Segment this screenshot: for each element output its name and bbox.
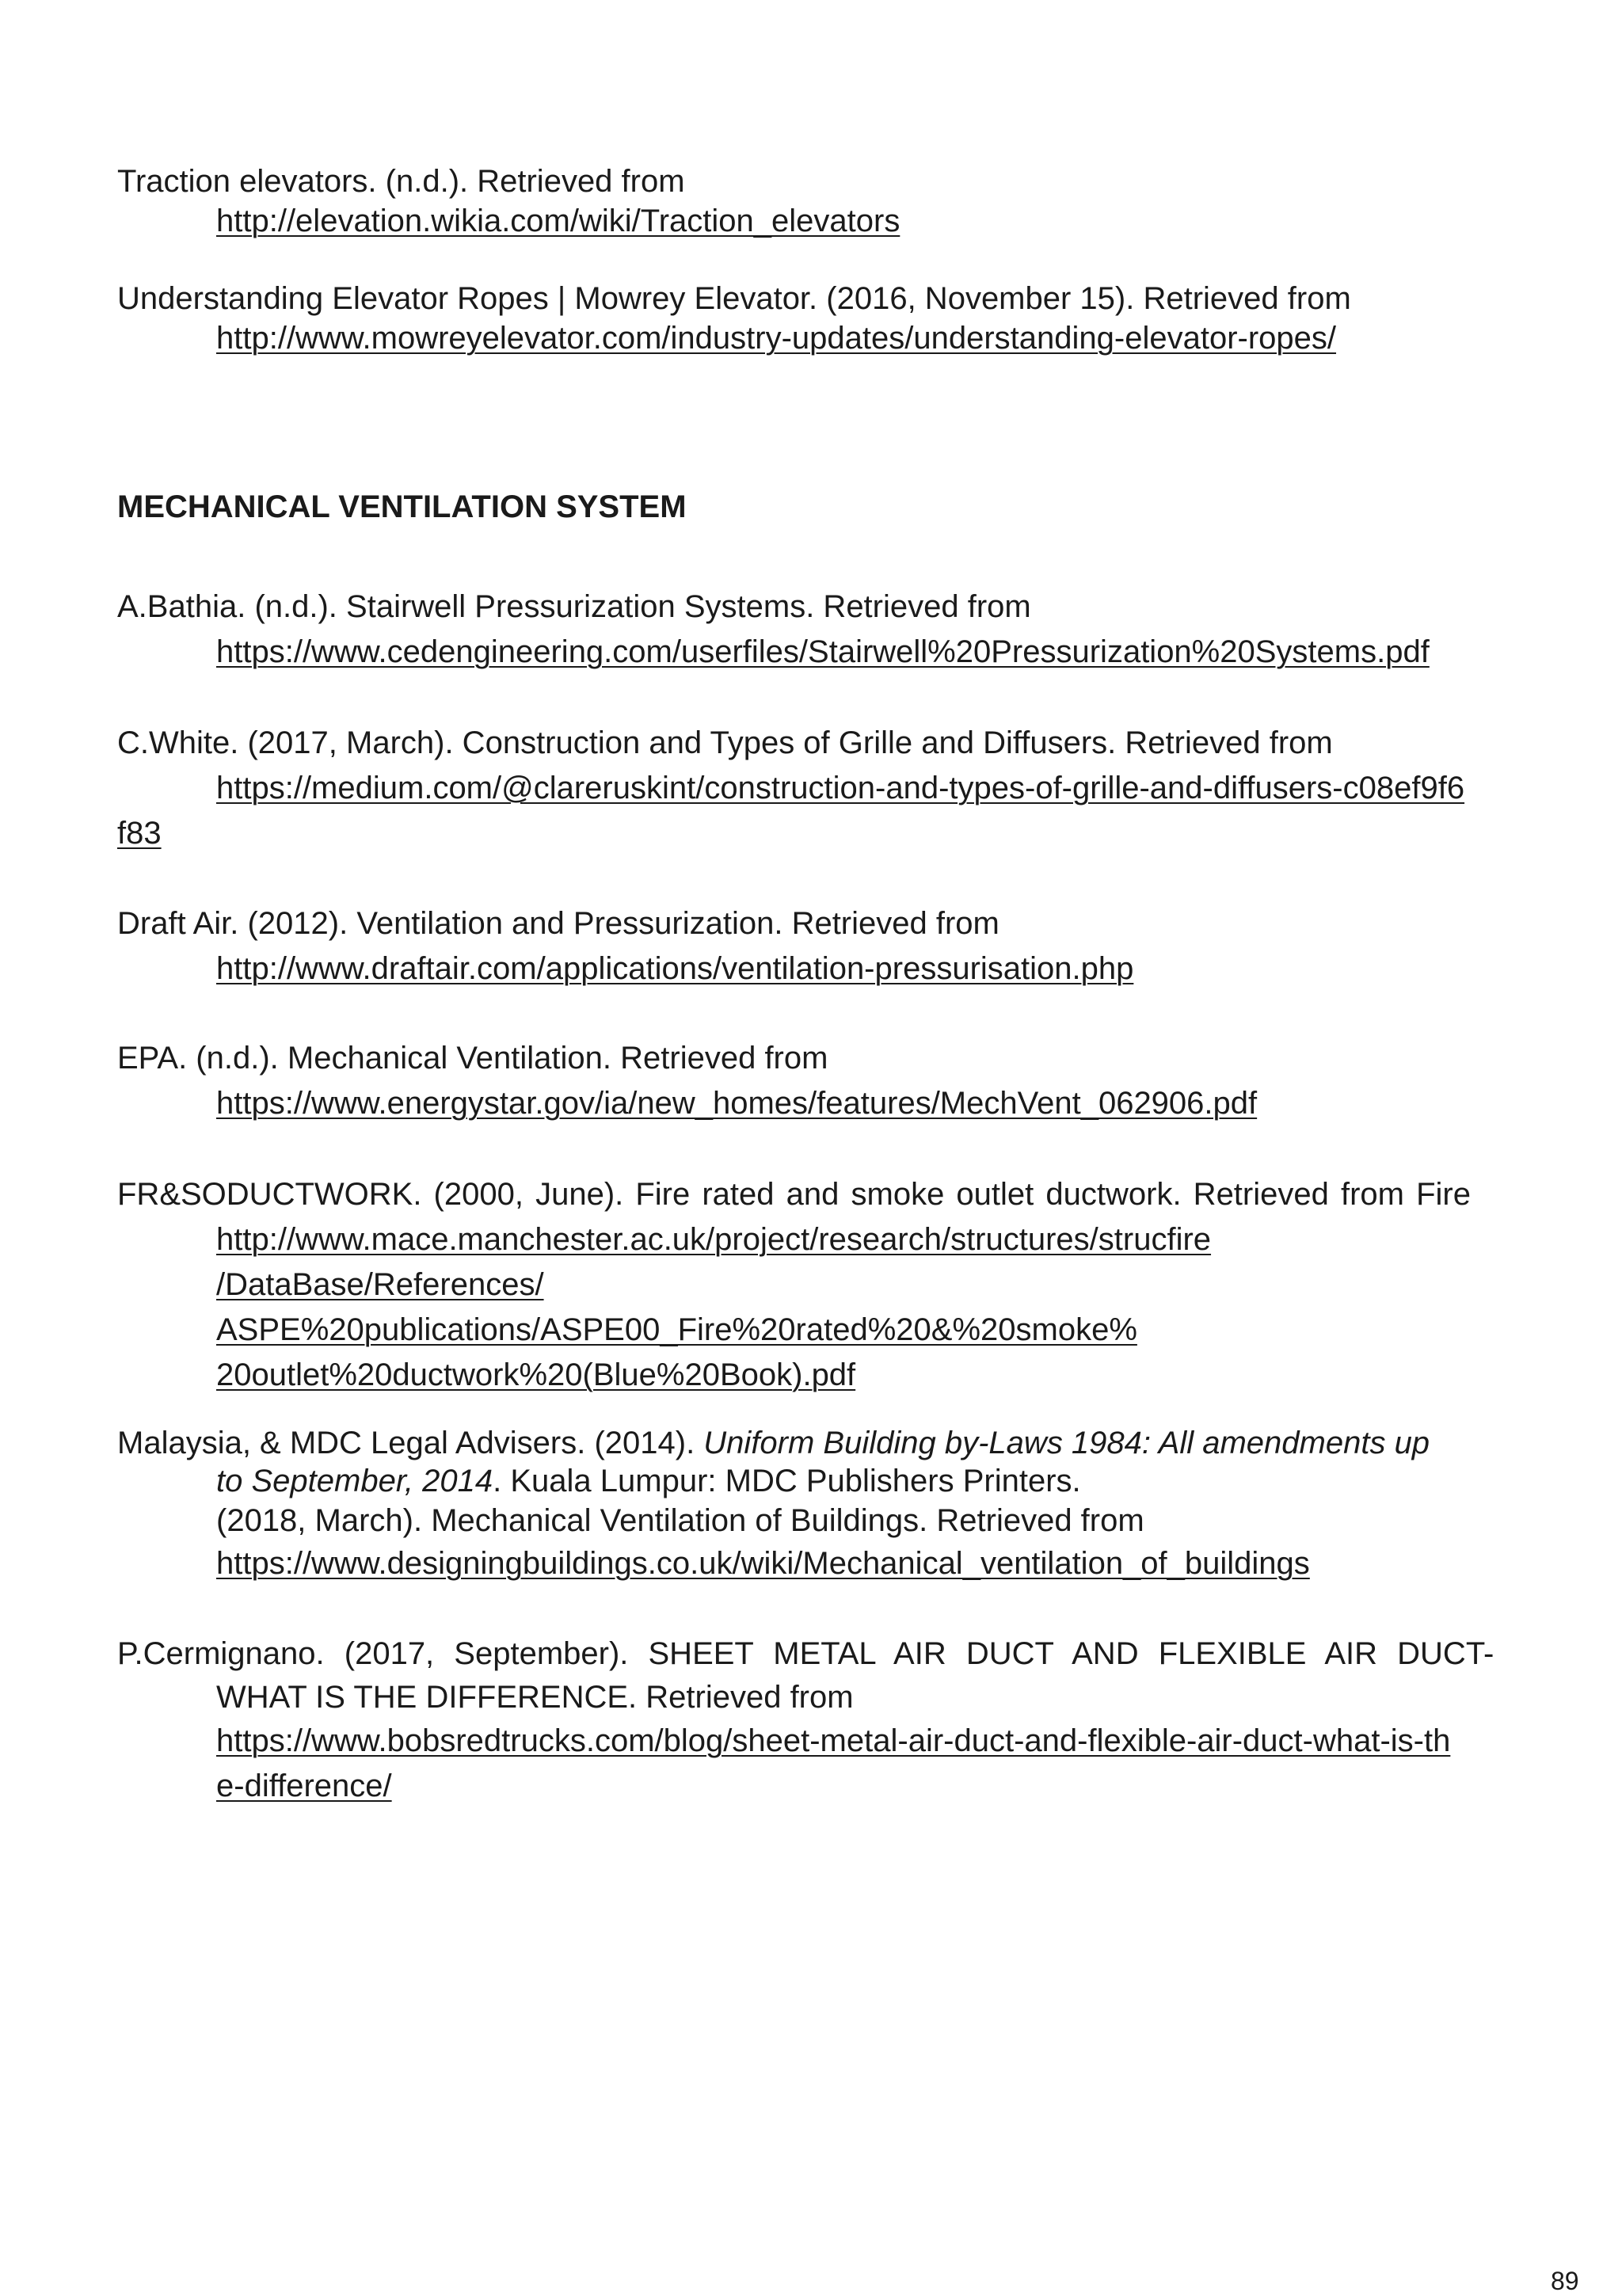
reference-link[interactable]: http://www.draftair.com/applications/ventilation-pressurisation.php	[216, 951, 1134, 986]
reference-citation: Traction elevators. (n.d.). Retrieved from	[117, 164, 685, 199]
reference-entry	[117, 162, 1519, 241]
reference-entry	[117, 1632, 1519, 1809]
reference-link[interactable]: http://elevation.wikia.com/wiki/Traction_elevators	[216, 204, 900, 238]
reference-entry	[117, 901, 1519, 992]
reference-citation: Understanding Elevator Ropes | Mowrey Elevator. (2016, November 15). Retrieved from	[117, 281, 1351, 316]
reference-title: Uniform Building by-Laws 1984: All amendments up	[703, 1426, 1430, 1460]
reference-entry	[117, 1036, 1519, 1126]
reference-entry	[117, 584, 1519, 675]
section-heading: MECHANICAL VENTILATION SYSTEM	[117, 489, 687, 524]
reference-link[interactable]: https://www.cedengineering.com/userfiles/Stairwell%20Pressurization%20Systems.pdf	[216, 634, 1430, 669]
reference-citation: C.White. (2017, March). Construction and Types of Grille and Diffusers. Retrieved from	[117, 725, 1333, 760]
reference-citation: Malaysia, & MDC Legal Advisers. (2014). Uniform Building by-Laws 1984: All amendments up	[117, 1426, 1430, 1460]
reference-link-continuation[interactable]: e-difference/	[216, 1769, 392, 1803]
reference-link[interactable]: http://www.mowreyelevator.com/industry-updates/understanding-elevator-ropes/	[216, 321, 1337, 356]
reference-link[interactable]: https://www.bobsredtrucks.com/blog/sheet-metal-air-duct-and-flexible-air-duct-what-is-th	[216, 1723, 1451, 1758]
reference-citation: P.Cermignano. (2017, September). SHEET METAL AIR DUCT AND FLEXIBLE AIR DUCT-	[117, 1636, 1494, 1671]
reference-entry	[117, 279, 1519, 358]
citation-text: FR&SODUCTWORK. (2000, June). Fire rated and smoke outlet ductwork. Retrieved from Fire	[117, 1177, 1471, 1212]
reference-link-continuation[interactable]: ASPE%20publications/ASPE00_Fire%20rated%20&%20smoke%	[216, 1312, 1137, 1347]
reference-title: to September, 2014	[216, 1464, 493, 1498]
page-number: 89	[1551, 2267, 1579, 2295]
reference-link-continuation[interactable]: f83	[117, 816, 162, 851]
reference-link[interactable]: https://www.energystar.gov/ia/new_homes/features/MechVent_062906.pdf	[216, 1086, 1258, 1121]
reference-entry	[117, 1172, 1519, 1398]
reference-citation: Draft Air. (2012). Ventilation and Pressurization. Retrieved from	[117, 906, 999, 941]
reference-entry	[117, 721, 1519, 856]
reference-link[interactable]: http://www.mace.manchester.ac.uk/project/research/structures/strucfire	[216, 1222, 1212, 1257]
reference-citation: A.Bathia. (n.d.). Stairwell Pressurization Systems. Retrieved from	[117, 589, 1031, 624]
reference-link-continuation[interactable]: 20outlet%20ductwork%20(Blue%20Book).pdf	[216, 1357, 856, 1392]
reference-link[interactable]: https://www.designingbuildings.co.uk/wiki/Mechanical_ventilation_of_buildings	[216, 1546, 1310, 1581]
reference-link-continuation[interactable]: /DataBase/References/	[216, 1267, 544, 1302]
reference-citation: WHAT IS THE DIFFERENCE. Retrieved from	[216, 1680, 854, 1715]
reference-entry: Malaysia, & MDC Legal Advisers. (2014). Uniform Building by-Laws 1984: All amendments up to September, 2014. Kuala Lumpur: MDC Publishers Printers. (2018, March). Mechanical Ventilation of Buildings. Retrieved from https://www.designingbuildings.co.uk/wiki/Mechanical_ventilation_of_buildings	[117, 1424, 1519, 1586]
reference-citation	[117, 1172, 1519, 1217]
reference-citation: EPA. (n.d.). Mechanical Ventilation. Retrieved from	[117, 1041, 828, 1076]
reference-citation: (2018, March). Mechanical Ventilation of Buildings. Retrieved from	[216, 1503, 1144, 1538]
reference-link[interactable]: https://medium.com/@clareruskint/construction-and-types-of-grille-and-diffusers-c08ef9f6	[216, 771, 1465, 805]
